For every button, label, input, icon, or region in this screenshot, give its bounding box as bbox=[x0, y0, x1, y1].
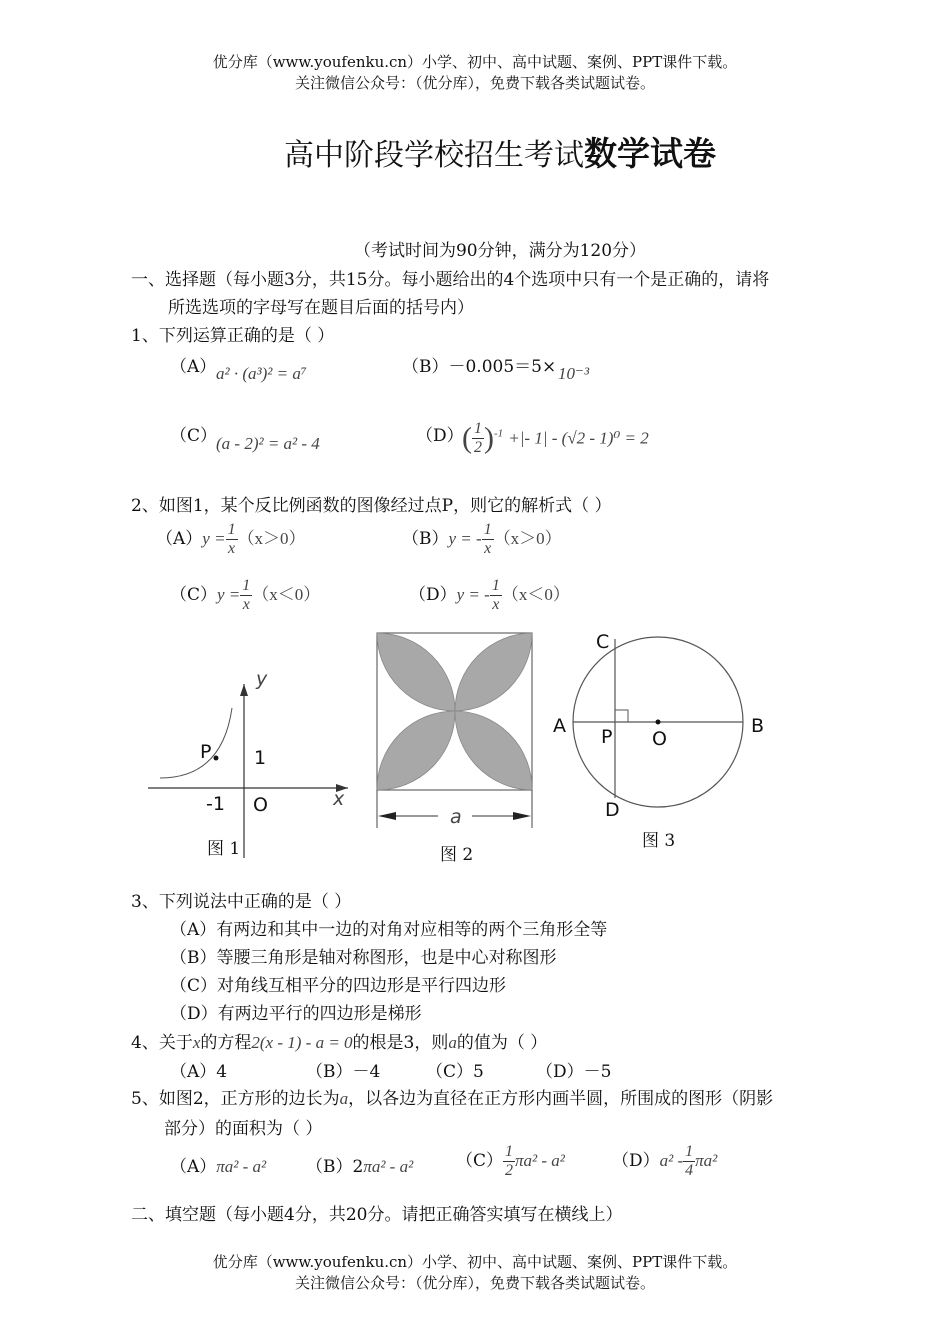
fig3-p-label: P bbox=[601, 726, 613, 748]
section1-line2: 所选选项的字母写在题目后面的括号内） bbox=[168, 298, 474, 318]
fig3-caption: 图 3 bbox=[642, 831, 676, 851]
footer-line-1: 优分库（www.youfenku.cn）小学、初中、高中试题、案例、PPT课件下载。 bbox=[212, 1253, 738, 1271]
q2-option-b: （B）y = - $\frac{1}{x}$ （x＞0） bbox=[402, 521, 562, 557]
q2-option-c: （C）y = $\frac{1}{x}$ （x＜0） bbox=[170, 577, 321, 613]
hyperbola-curve bbox=[160, 708, 232, 778]
q4-option-c: （C）5 bbox=[426, 1062, 484, 1082]
fig3-a-label: A bbox=[553, 715, 566, 737]
shaded-petals bbox=[377, 633, 532, 790]
fig1-o-label: O bbox=[253, 794, 268, 816]
fig1-y-label: y bbox=[256, 668, 268, 690]
q3-stem: 3、下列说法中正确的是（ ） bbox=[131, 892, 352, 912]
q1-d-fraction: $\frac{1}{2}$ bbox=[474, 420, 482, 456]
fig1-neg-one-label: -1 bbox=[206, 793, 225, 815]
q1-b-label: （B）－0.005＝5× bbox=[402, 357, 557, 377]
exam-info: （考试时间为90分钟，满分为120分） bbox=[353, 241, 647, 261]
footer-line-2: 关注微信公众号：（优分库），免费下载各类试题试卷。 bbox=[294, 1274, 655, 1292]
fig3-c-label: C bbox=[596, 631, 610, 653]
q2-option-d: （D）y = - $\frac{1}{x}$ （x＜0） bbox=[409, 577, 570, 613]
q1-a-label: （A） bbox=[170, 357, 217, 377]
q5-stem-line2: 部分）的面积为（ ） bbox=[164, 1119, 323, 1139]
page-title bbox=[0, 128, 950, 175]
fig3-o-label: O bbox=[652, 728, 667, 750]
q3-option-a: （A）有两边和其中一边的对角对应相等的两个三角形全等 bbox=[170, 920, 608, 940]
center-point bbox=[656, 720, 661, 725]
q1-c-expr: (a - 2)² = a² - 4 bbox=[216, 434, 320, 453]
q4-option-a: （A）4 bbox=[170, 1062, 228, 1082]
header-line-2: 关注微信公众号：（优分库），免费下载各类试题试卷。 bbox=[294, 74, 655, 92]
q1-stem: 1、下列运算正确的是（ ） bbox=[131, 326, 335, 346]
q3-option-c: （C）对角线互相平分的四边形是平行四边形 bbox=[170, 976, 507, 996]
q1-a-expr: a² · (a³)² = a⁷ bbox=[216, 364, 307, 383]
fig2-caption: 图 2 bbox=[440, 845, 474, 865]
title-bold: 数学试卷 bbox=[584, 134, 716, 173]
q1-d-rest: +|- 1| - (√2 - 1)⁰ = 2 bbox=[508, 428, 649, 448]
q5-stem-line1: 5、如图2，正方形的边长为a，以各边为直径在正方形内画半圆，所围成的图形（阴影 bbox=[131, 1089, 774, 1109]
q4-option-d: （D）－5 bbox=[536, 1062, 612, 1082]
title-plain: 高中阶段学校招生考试 bbox=[284, 138, 584, 173]
fig2-a-label: a bbox=[450, 806, 462, 828]
y-axis-arrow-icon bbox=[240, 684, 248, 696]
fig1-one-label: 1 bbox=[254, 747, 267, 769]
fig3-d-label: D bbox=[605, 799, 620, 821]
figure-1 bbox=[140, 670, 360, 870]
section2-heading: 二、填空题（每小题4分，共20分。请把正确答实填写在横线上） bbox=[131, 1205, 623, 1225]
q4-option-b: （B）－4 bbox=[306, 1062, 381, 1082]
fig1-caption: 图 1 bbox=[207, 839, 241, 859]
q3-option-d: （D）有两边平行的四边形是梯形 bbox=[170, 1004, 422, 1024]
q2-stem: 2、如图1，某个反比例函数的图像经过点P，则它的解析式（ ） bbox=[131, 496, 612, 516]
q2-option-a: （A）y = $\frac{1}{x}$ （x＞0） bbox=[156, 521, 306, 557]
fig1-p-label: P bbox=[200, 741, 212, 763]
q5-option-a: （A）πa² - a² bbox=[170, 1157, 267, 1177]
header-line-1: 优分库（www.youfenku.cn）小学、初中、高中试题、案例、PPT课件下载。 bbox=[212, 53, 738, 71]
q5-option-b: （B）2πa² - a² bbox=[306, 1157, 414, 1177]
left-arrow-icon bbox=[378, 812, 396, 820]
q4-stem: 4、关于x的方程2(x - 1) - a = 0的根是3，则a的值为（ ） bbox=[131, 1033, 548, 1053]
q3-option-b: （B）等腰三角形是轴对称图形，也是中心对称图形 bbox=[170, 948, 557, 968]
q1-d-label: （D） bbox=[416, 426, 464, 446]
right-arrow-icon bbox=[513, 812, 531, 820]
q1-c-label: （C） bbox=[170, 426, 218, 446]
fig1-x-label: x bbox=[333, 788, 345, 810]
fig3-b-label: B bbox=[751, 715, 765, 737]
q5-option-c: （C） $\frac{1}{2}$ πa² - a² bbox=[456, 1143, 565, 1179]
right-angle-mark bbox=[615, 710, 628, 722]
figure-3 bbox=[560, 630, 760, 820]
point-p bbox=[214, 756, 219, 761]
section1-line1: 一、选择题（每小题3分，共15分。每小题给出的4个选项中只有一个是正确的，请将 bbox=[131, 270, 770, 290]
q1-b-expr: 10⁻³ bbox=[558, 364, 590, 383]
q1-d-expr: ( $\frac{1}{2}$ )$^{-1}$ +|- 1| - (√2 - 1)⁰ = 2 bbox=[462, 420, 649, 456]
q5-option-d: （D）a² - $\frac{1}{4}$ πa² bbox=[612, 1143, 718, 1179]
